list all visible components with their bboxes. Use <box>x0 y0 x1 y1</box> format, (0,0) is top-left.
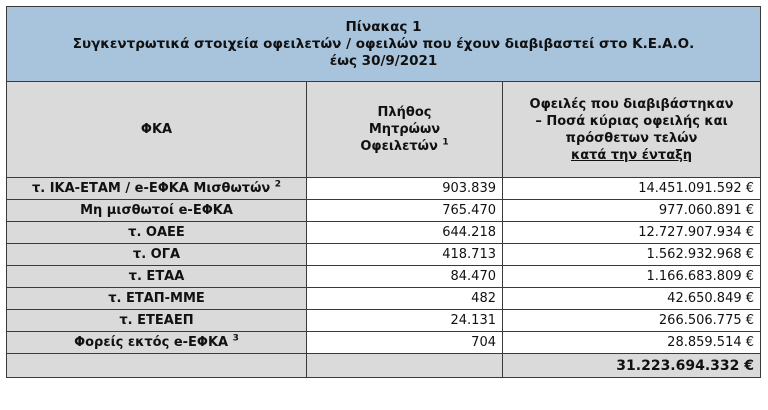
row-name <box>7 244 307 266</box>
row-name-text: τ. ΟΑΕΕ <box>128 225 185 240</box>
table-row <box>7 310 761 332</box>
row-name <box>7 200 307 222</box>
table-row <box>7 266 761 288</box>
header-amount-line2: – Ποσά κύριας οφειλής και <box>535 113 728 129</box>
row-amount: 42.650.849 € <box>503 288 761 310</box>
row-amount: 1.562.932.968 € <box>503 244 761 266</box>
table-row <box>7 332 761 354</box>
row-name <box>7 332 307 354</box>
total-label-cell <box>7 354 307 378</box>
header-count-line3: Οφειλετών <box>360 139 438 154</box>
total-count-cell <box>307 354 503 378</box>
row-count: 903.839 <box>307 178 503 200</box>
row-count: 84.470 <box>307 266 503 288</box>
row-name-text: τ. ΕΤΑΠ-ΜΜΕ <box>108 291 205 306</box>
table-title <box>7 7 761 82</box>
row-count: 644.218 <box>307 222 503 244</box>
row-count: 482 <box>307 288 503 310</box>
row-name <box>7 222 307 244</box>
header-amount-line3: πρόσθετων τελών <box>565 130 698 146</box>
table-row <box>7 222 761 244</box>
table-row <box>7 178 761 200</box>
table-row <box>7 288 761 310</box>
debts-summary-table <box>6 6 761 378</box>
debts-table-container <box>6 6 760 378</box>
table-row <box>7 244 761 266</box>
total-amount: 31.223.694.332 € <box>503 354 761 378</box>
table-title-line1: Πίνακας 1 <box>345 18 422 35</box>
table-row <box>7 200 761 222</box>
row-count: 418.713 <box>307 244 503 266</box>
header-count-line1: Πλήθος <box>377 105 432 120</box>
row-amount: 14.451.091.592 € <box>503 178 761 200</box>
header-amount-line1: Οφειλές που διαβιβάστηκαν <box>529 96 734 112</box>
row-amount: 28.859.514 € <box>503 332 761 354</box>
row-name-text: Φορείς εκτός e-ΕΦΚΑ <box>74 335 229 350</box>
header-fka-label: ΦΚΑ <box>140 122 173 137</box>
row-amount: 977.060.891 € <box>503 200 761 222</box>
row-name-text: τ. ΕΤΕΑΕΠ <box>119 313 194 328</box>
row-footnote: 2 <box>274 179 282 190</box>
row-name <box>7 266 307 288</box>
total-row <box>7 354 761 378</box>
header-debtor-count <box>307 82 503 178</box>
table-title-line2: Συγκεντρωτικά στοιχεία οφειλετών / οφειλών που έχουν διαβιβαστεί στο Κ.Ε.Α.Ο. <box>72 35 695 52</box>
row-name-text: Μη μισθωτοί e-ΕΦΚΑ <box>80 203 233 218</box>
header-debts-amount <box>503 82 761 178</box>
row-amount: 266.506.775 € <box>503 310 761 332</box>
header-amount-line4: κατά την ένταξη <box>570 147 693 163</box>
table-title-line3: έως 30/9/2021 <box>329 52 438 69</box>
row-footnote: 3 <box>232 333 239 344</box>
header-count-line2: Μητρώων <box>368 122 441 137</box>
header-fka <box>7 82 307 178</box>
row-name <box>7 178 307 200</box>
header-count-footnote: 1 <box>442 137 449 148</box>
row-amount: 1.166.683.809 € <box>503 266 761 288</box>
row-name-text: τ. ΟΓΑ <box>132 247 181 262</box>
row-name <box>7 310 307 332</box>
row-amount: 12.727.907.934 € <box>503 222 761 244</box>
row-name-text: τ. ΙΚΑ-ΕΤΑΜ / e-ΕΦΚΑ Μισθωτών <box>31 181 271 196</box>
row-name <box>7 288 307 310</box>
row-count: 24.131 <box>307 310 503 332</box>
row-count: 704 <box>307 332 503 354</box>
row-count: 765.470 <box>307 200 503 222</box>
row-name-text: τ. ΕΤΑΑ <box>128 269 185 284</box>
